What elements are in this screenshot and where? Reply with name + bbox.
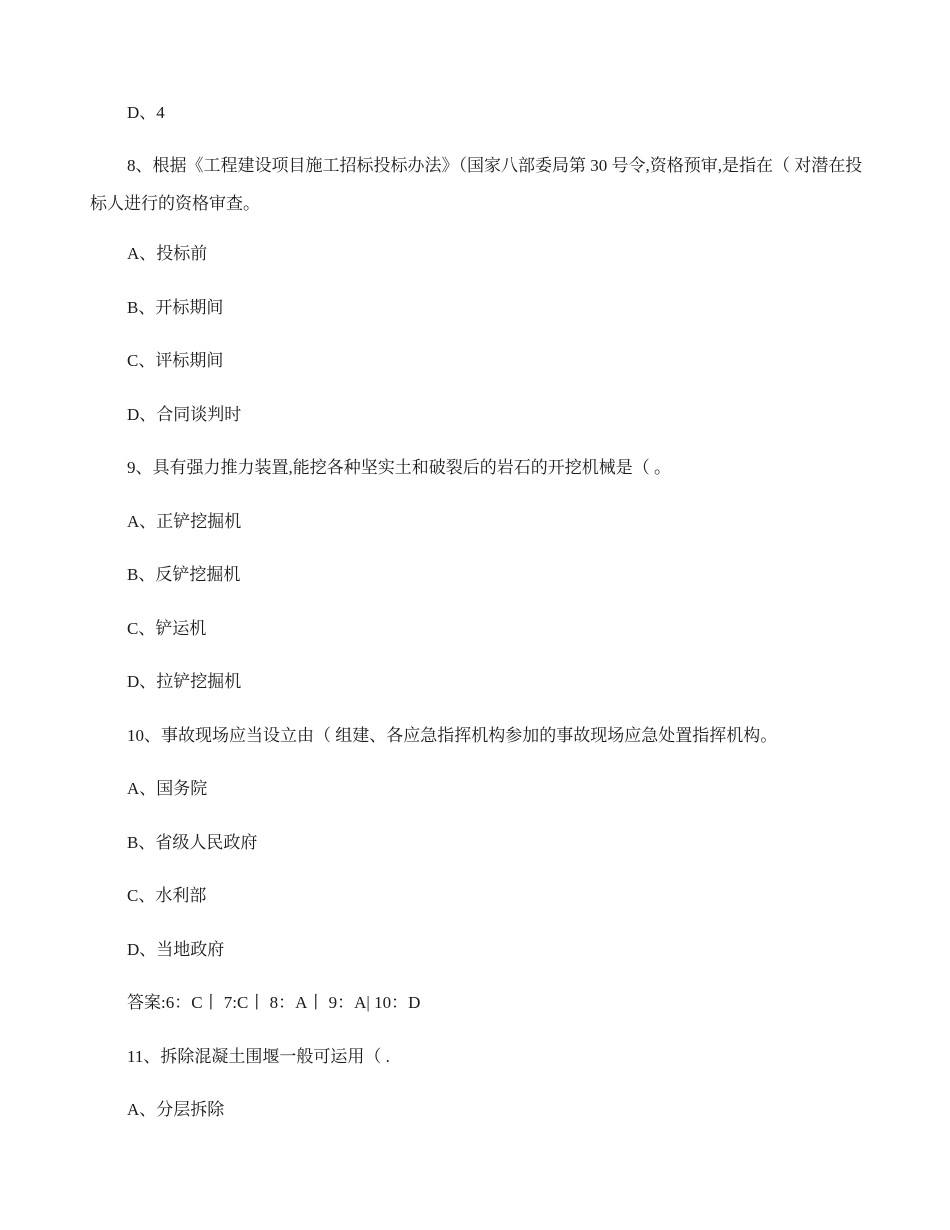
option-c-q10: C、水利部 (127, 886, 207, 905)
option-c-q9: C、铲运机 (127, 619, 207, 638)
answer-key: 答案:6：C丨 7:C丨 8：A丨 9：A| 10：D (127, 993, 421, 1012)
option-b-q8: B、开标期间 (127, 298, 224, 317)
option-a-q11: A、分层拆除 (127, 1100, 225, 1119)
option-b-q10: B、省级人民政府 (127, 833, 258, 852)
option-a-q9: A、正铲挖掘机 (127, 512, 242, 531)
option-d-q10: D、当地政府 (127, 940, 225, 959)
option-a-q8: A、投标前 (127, 244, 208, 263)
option-d-q7: D、4 (127, 103, 165, 122)
option-d-q9: D、拉铲挖掘机 (127, 672, 242, 691)
question-9: 9、具有强力推力装置,能挖各种坚实土和破裂后的岩石的开挖机械是（ 。 (127, 458, 671, 477)
option-b-q9: B、反铲挖掘机 (127, 565, 241, 584)
question-11: 11、拆除混凝土围堰一般可运用（ . (127, 1047, 390, 1066)
question-10: 10、事故现场应当设立由（ 组建、各应急指挥机构参加的事故现场应急处置指挥机构。 (127, 726, 778, 745)
question-8: 8、根据《工程建设项目施工招标投标办法》（国家八部委局第 30 号令,资格预审,是指在（ 对潜在投标人进行的资格审查。 (90, 156, 863, 213)
option-a-q10: A、国务院 (127, 779, 208, 798)
option-d-q8: D、合同谈判时 (127, 405, 242, 424)
option-c-q8: C、评标期间 (127, 351, 224, 370)
